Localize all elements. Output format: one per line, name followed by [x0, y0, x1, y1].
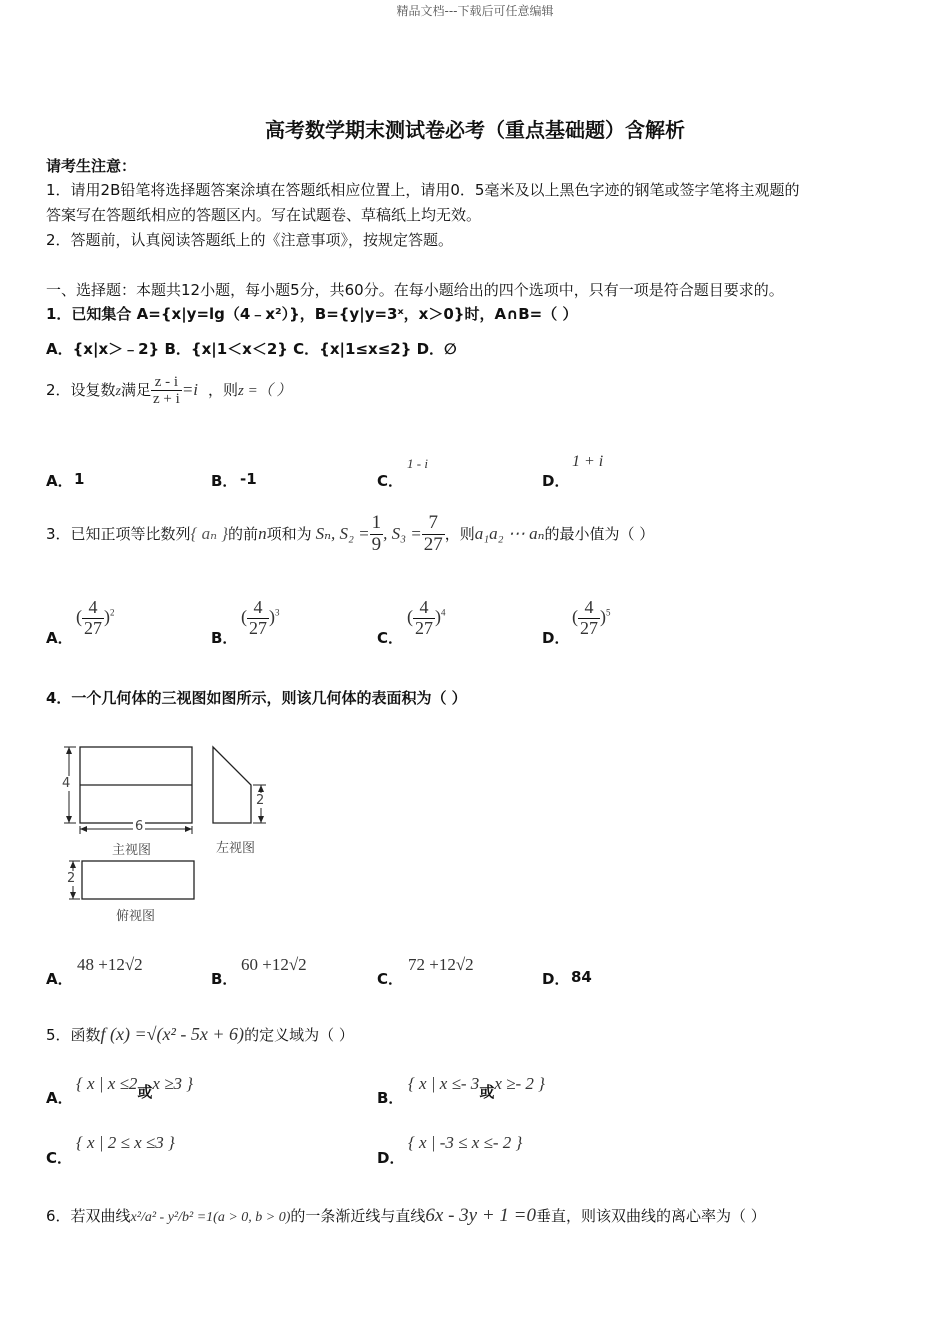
question-2-stem — [46, 372, 292, 410]
q2-option-b-label: B． — [211, 472, 238, 490]
three-view-figure — [56, 738, 286, 928]
q3-n: n — [258, 524, 267, 543]
q2-frac-num: z - i — [151, 374, 182, 392]
q2-mid: 满足 — [121, 381, 152, 399]
q3-seq: { aₙ } — [190, 524, 229, 543]
dim-label-6: 6 — [135, 819, 144, 834]
q3-d-num: 4 — [578, 598, 600, 619]
q4-option-d-value: 84 — [571, 968, 592, 986]
q3-expr2: , S₃ = — [383, 524, 422, 543]
notice-line-1: 1．请用2B铅笔将选择题答案涂填在答题纸相应位置上，请用0．5毫米及以上黑色字迹的钢笔或签字笔将主观题的 — [46, 181, 800, 199]
q5-a-or: 或 — [137, 1083, 153, 1101]
q4-option-d-label: D． — [542, 970, 570, 988]
q2-frac-den: z + i — [153, 391, 180, 407]
q2-option-d-label: D． — [542, 472, 570, 490]
q5-b-or: 或 — [479, 1083, 495, 1101]
q5-a-part1: { x | x ≤2 — [76, 1074, 138, 1093]
q5-option-d-value: { x | -3 ≤ x ≤- 2 } — [408, 1133, 523, 1152]
q5-option-b-value — [408, 1073, 545, 1101]
q2-post: ，则 — [208, 381, 239, 399]
q2-option-c-value: 1 - i — [407, 456, 428, 471]
q5-post: 的定义域为（ ） — [244, 1026, 354, 1044]
q5-option-b-label: B． — [377, 1089, 404, 1107]
q3-c-exp: 4 — [441, 607, 446, 618]
q3-frac1-num: 1 — [371, 512, 382, 534]
question-1-options: A．{x|x＞﹣2} B．{x|1＜x＜2} C．{x|1≤x≤2} D．∅ — [46, 340, 457, 358]
q3-frac2-num: 7 — [422, 513, 445, 535]
q6-mid: 的一条渐近线与直线 — [290, 1207, 426, 1225]
q2-option-d-value: 1 + i — [572, 453, 604, 470]
q3-frac1-den: 9 — [371, 534, 382, 555]
q4-option-c-label: C． — [377, 970, 404, 988]
q3-pre: 3．已知正项等比数列 — [46, 525, 191, 543]
q2-tail: z =（ ） — [238, 383, 292, 399]
q3-d-den: 27 — [580, 617, 598, 638]
q3-expr: Sₙ, S₂ = — [315, 524, 370, 543]
question-3-stem — [46, 512, 654, 556]
question-5-stem — [46, 1016, 354, 1053]
q5-option-c-value: { x | 2 ≤ x ≤3 } — [76, 1133, 175, 1152]
q3-a-den: 27 — [84, 617, 102, 638]
q2-fraction — [151, 374, 182, 408]
q2-eq: =i — [181, 380, 199, 399]
page-header: 精品文档---下载后可任意编辑 — [396, 4, 554, 18]
q3-a-exp: 2 — [110, 607, 115, 618]
question-4-stem: 4．一个几何体的三视图如图所示，则该几何体的表面积为（ ） — [46, 689, 467, 707]
q2-option-b-value: -1 — [240, 470, 257, 488]
q3-b-num: 4 — [247, 598, 269, 619]
q3-c-den: 27 — [415, 617, 433, 638]
q5-b-part2: x ≥- 2 } — [494, 1074, 545, 1093]
left-view-shape — [213, 747, 251, 823]
q2-option-c-label: C． — [377, 472, 404, 490]
dim-label-4: 4 — [62, 776, 71, 791]
q3-option-d-label: D． — [542, 629, 570, 647]
dim-label-2-top: 2 — [67, 871, 76, 886]
notice-heading: 请考生注意： — [46, 157, 137, 175]
q4-option-a-label: A． — [46, 970, 73, 988]
q3-c-num: 4 — [413, 598, 435, 619]
q3-frac2-den: 27 — [423, 534, 443, 555]
q5-option-a-label: A． — [46, 1089, 73, 1107]
q3-mid1: 的前 — [228, 525, 259, 543]
q3-option-b-value: ( $\frac{4}{27}$ )$^3$ — [241, 597, 280, 638]
q6-hyperbola: x²/a² - y²/b² =1(a > 0, b > 0) — [130, 1210, 291, 1225]
q3-d-exp: 5 — [606, 607, 611, 618]
q6-pre: 6．若双曲线 — [46, 1207, 131, 1225]
left-view-caption: 左视图 — [216, 841, 256, 856]
q5-a-part2: x ≥3 } — [152, 1074, 194, 1093]
q6-line: 6x - 3y + 1 =0 — [425, 1205, 536, 1226]
q3-b-den: 27 — [249, 617, 267, 638]
q3-a-num: 4 — [82, 598, 104, 619]
q3-frac1 — [370, 513, 384, 556]
q5-option-a-value — [76, 1073, 194, 1101]
q5-option-d-label: D． — [377, 1149, 405, 1167]
top-view-caption: 俯视图 — [116, 909, 156, 924]
section-heading: 一、选择题：本题共12小题，每小题5分，共60分。在每小题给出的四个选项中，只有一项是符合题目要求的。 — [46, 281, 784, 299]
q3-post: 的最小值为（ ） — [544, 525, 655, 543]
q4-option-c-value: 72 +12√2 — [408, 955, 474, 974]
front-view-caption: 主视图 — [112, 843, 152, 858]
q2-pre: 2．设复数 — [46, 381, 116, 399]
q2-option-a-label: A． — [46, 472, 73, 490]
top-view-rect — [82, 861, 194, 899]
page-title: 高考数学期末测试卷必考（重点基础题）含解析 — [265, 118, 685, 142]
q3-option-d-value: ( $\frac{4}{27}$ )$^5$ — [572, 597, 611, 638]
q3-option-a-label: A． — [46, 629, 73, 647]
q6-post: 垂直，则该双曲线的离心率为（ ） — [535, 1207, 766, 1225]
q3-mid3: ，则 — [444, 525, 475, 543]
q4-option-b-label: B． — [211, 970, 238, 988]
q5-func: f (x) =√(x² - 5x + 6) — [100, 1024, 245, 1044]
question-6-stem — [46, 1196, 766, 1238]
q2-option-a-value: 1 — [74, 470, 85, 488]
notice-line-2: 答案写在答题纸相应的答题区内。写在试题卷、草稿纸上均无效。 — [46, 206, 482, 224]
dim-label-2-left: 2 — [256, 793, 265, 808]
q5-pre: 5．函数 — [46, 1026, 101, 1044]
q3-frac2 — [422, 513, 445, 556]
q3-mid2: 项和为 — [266, 525, 312, 543]
q3-option-a-value: ( $\frac{4}{27}$ )$^2$ — [76, 597, 115, 638]
question-1-stem: 1．已知集合 A={x|y=lg（4﹣x²）}，B={y|y=3ˣ，x＞0}时，A∩B=（ ） — [46, 305, 578, 323]
q5-option-c-label: C． — [46, 1149, 73, 1167]
q3-b-exp: 3 — [275, 607, 280, 618]
notice-line-3: 2．答题前，认真阅读答题纸上的《注意事项》，按规定答题。 — [46, 231, 454, 249]
q2-z: z — [115, 384, 121, 399]
q4-option-b-value: 60 +12√2 — [241, 955, 307, 974]
q5-b-part1: { x | x ≤- 3 — [408, 1074, 480, 1093]
q3-option-b-label: B． — [211, 629, 238, 647]
q3-option-c-value: ( $\frac{4}{27}$ )$^4$ — [407, 597, 446, 638]
q3-product: a₁a₂ ⋯ aₙ — [474, 524, 545, 543]
q4-option-a-value: 48 +12√2 — [77, 955, 143, 974]
q3-option-c-label: C． — [377, 629, 404, 647]
